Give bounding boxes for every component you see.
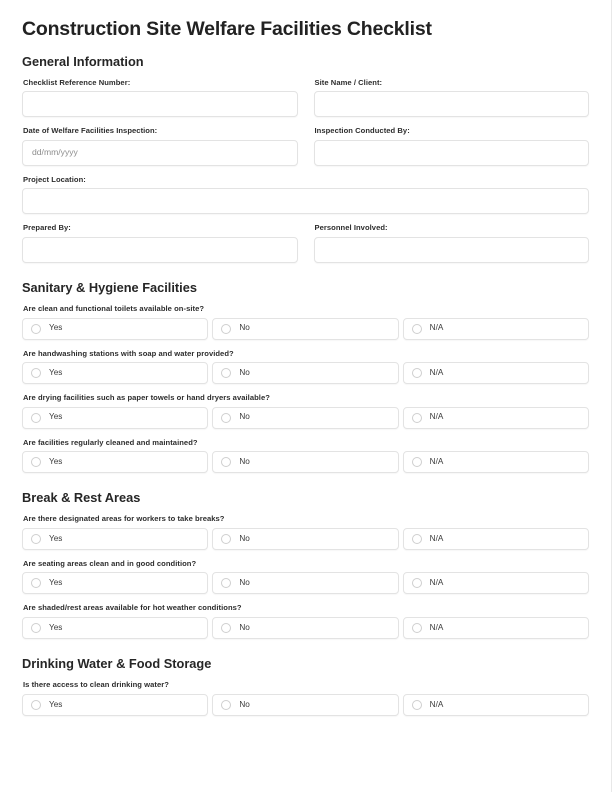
question-label: Is there access to clean drinking water?	[23, 680, 169, 690]
option-yes[interactable]	[22, 407, 208, 429]
option-na[interactable]	[403, 694, 589, 716]
option-no[interactable]	[212, 451, 398, 473]
radio-icon	[31, 534, 41, 544]
question-block	[22, 603, 589, 638]
section-sanitary-hygiene-facilities	[22, 280, 589, 473]
option-label: N/A	[429, 699, 444, 709]
input-checklist-reference-number[interactable]	[22, 91, 298, 117]
options-group	[22, 318, 589, 340]
option-label: Yes	[49, 412, 63, 422]
field-row	[22, 223, 589, 262]
field-site-name-client	[314, 78, 590, 117]
option-label: No	[239, 578, 250, 588]
option-label: Yes	[49, 367, 63, 377]
section-break-rest-areas	[22, 490, 589, 639]
option-label: N/A	[429, 323, 444, 333]
options-group	[22, 694, 589, 716]
question-label: Are clean and functional toilets available on-site?	[23, 304, 205, 314]
options-group	[22, 407, 589, 429]
question-block	[22, 393, 589, 428]
field-label: Personnel Involved:	[314, 223, 388, 233]
section-heading-general-information: General Information	[22, 54, 144, 70]
question-block	[22, 438, 589, 473]
option-na[interactable]	[403, 407, 589, 429]
options-group	[22, 572, 589, 594]
radio-icon	[221, 457, 231, 467]
option-no[interactable]	[212, 572, 398, 594]
option-yes[interactable]	[22, 572, 208, 594]
option-no[interactable]	[212, 528, 398, 550]
option-label: Yes	[49, 622, 63, 632]
radio-icon	[412, 578, 422, 588]
question-label: Are drying facilities such as paper towels or hand dryers available?	[23, 393, 270, 403]
options-group	[22, 451, 589, 473]
input-placeholder: dd/mm/yyyy	[32, 147, 78, 158]
option-label: N/A	[429, 622, 444, 632]
input-project-location[interactable]	[22, 188, 589, 214]
option-label: N/A	[429, 578, 444, 588]
section-drinking-water-food-storage	[22, 656, 589, 716]
option-label: No	[239, 323, 250, 333]
page-title: Construction Site Welfare Facilities Checklist	[22, 18, 432, 40]
option-label: N/A	[429, 533, 444, 543]
option-na[interactable]	[403, 617, 589, 639]
field-label: Project Location:	[23, 174, 86, 184]
field-checklist-reference-number	[22, 78, 298, 117]
option-label: N/A	[429, 367, 444, 377]
option-label: No	[239, 533, 250, 543]
option-label: No	[239, 699, 250, 709]
radio-icon	[31, 324, 41, 334]
radio-icon	[412, 457, 422, 467]
option-no[interactable]	[212, 318, 398, 340]
option-na[interactable]	[403, 528, 589, 550]
option-na[interactable]	[403, 362, 589, 384]
field-label: Inspection Conducted By:	[314, 126, 410, 136]
radio-icon	[31, 413, 41, 423]
section-heading-sanitary-hygiene-facilities: Sanitary & Hygiene Facilities	[22, 279, 197, 295]
radio-icon	[412, 534, 422, 544]
field-project-location	[22, 175, 589, 214]
option-label: N/A	[429, 456, 444, 466]
field-label: Prepared By:	[23, 223, 71, 233]
option-no[interactable]	[212, 407, 398, 429]
option-label: No	[239, 622, 250, 632]
radio-icon	[31, 368, 41, 378]
radio-icon	[412, 623, 422, 633]
option-yes[interactable]	[22, 451, 208, 473]
radio-icon	[412, 700, 422, 710]
radio-icon	[412, 413, 422, 423]
radio-icon	[221, 413, 231, 423]
question-label: Are handwashing stations with soap and water provided?	[23, 348, 234, 358]
radio-icon	[31, 578, 41, 588]
field-label: Site Name / Client:	[314, 77, 383, 87]
option-label: No	[239, 412, 250, 422]
option-label: No	[239, 367, 250, 377]
input-inspection-conducted-by[interactable]	[314, 140, 590, 166]
question-label: Are facilities regularly cleaned and maintained?	[23, 437, 198, 447]
question-label: Are seating areas clean and in good condition?	[23, 558, 197, 568]
section-heading-drinking-water-food-storage: Drinking Water & Food Storage	[22, 655, 212, 671]
radio-icon	[412, 368, 422, 378]
radio-icon	[31, 457, 41, 467]
field-row	[22, 78, 589, 117]
radio-icon	[31, 623, 41, 633]
option-na[interactable]	[403, 572, 589, 594]
radio-icon	[221, 534, 231, 544]
option-yes[interactable]	[22, 694, 208, 716]
option-no[interactable]	[212, 362, 398, 384]
option-no[interactable]	[212, 694, 398, 716]
section-heading-break-rest-areas: Break & Rest Areas	[22, 489, 141, 505]
option-yes[interactable]	[22, 362, 208, 384]
option-label: N/A	[429, 412, 444, 422]
option-label: Yes	[49, 699, 63, 709]
option-yes[interactable]	[22, 617, 208, 639]
field-prepared-by	[22, 223, 298, 262]
question-block	[22, 514, 589, 549]
radio-icon	[412, 324, 422, 334]
options-group	[22, 528, 589, 550]
radio-icon	[221, 324, 231, 334]
radio-icon	[221, 368, 231, 378]
input-prepared-by[interactable]	[22, 237, 298, 263]
question-block	[22, 680, 589, 715]
radio-icon	[31, 700, 41, 710]
option-label: Yes	[49, 578, 63, 588]
option-yes[interactable]	[22, 318, 208, 340]
radio-icon	[221, 578, 231, 588]
question-label: Are there designated areas for workers to take breaks?	[23, 514, 225, 524]
field-row	[22, 175, 589, 214]
radio-icon	[221, 700, 231, 710]
option-label: Yes	[49, 323, 63, 333]
option-label: No	[239, 456, 250, 466]
radio-icon	[221, 623, 231, 633]
option-yes[interactable]	[22, 528, 208, 550]
field-inspection-conducted-by	[314, 126, 590, 165]
question-block	[22, 559, 589, 594]
section-general-information	[22, 54, 589, 262]
option-na[interactable]	[403, 318, 589, 340]
question-block	[22, 349, 589, 384]
input-personnel-involved[interactable]	[314, 237, 590, 263]
field-row	[22, 126, 589, 165]
input-date-of-inspection[interactable]	[22, 140, 298, 166]
input-site-name-client[interactable]	[314, 91, 590, 117]
question-block	[22, 304, 589, 339]
field-date-of-inspection	[22, 126, 298, 165]
option-label: Yes	[49, 533, 63, 543]
field-personnel-involved	[314, 223, 590, 262]
option-label: Yes	[49, 456, 63, 466]
question-label: Are shaded/rest areas available for hot weather conditions?	[23, 603, 242, 613]
options-group	[22, 362, 589, 384]
option-no[interactable]	[212, 617, 398, 639]
options-group	[22, 617, 589, 639]
field-label: Date of Welfare Facilities Inspection:	[23, 126, 158, 136]
option-na[interactable]	[403, 451, 589, 473]
field-label: Checklist Reference Number:	[23, 77, 131, 87]
